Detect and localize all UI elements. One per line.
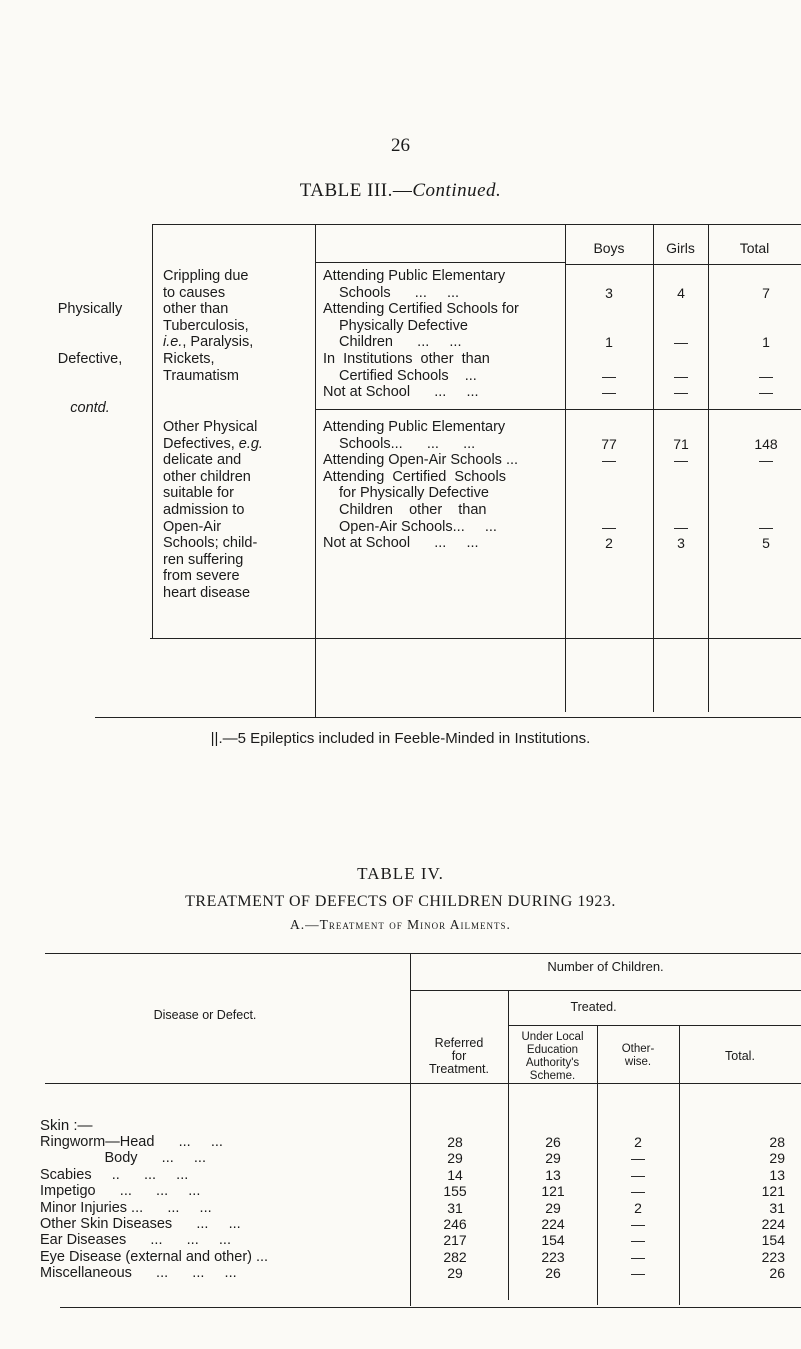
t3-g1-girls-cell: 4 <box>677 284 685 301</box>
t3-category-line: Physically <box>57 301 123 317</box>
t3-group1-desc-line: to causes <box>163 284 226 301</box>
table3-title <box>0 180 801 202</box>
t3-rule-bottom <box>150 638 801 639</box>
t3-rule-mid <box>315 409 801 410</box>
t3-g2-label-line: Children other than <box>339 501 487 518</box>
t3-g2-girls-cell: 71 <box>673 435 689 452</box>
t3-rule-header2 <box>565 264 801 265</box>
t4-total-cell: 29 <box>769 1150 785 1167</box>
t3-group2-desc-line: suitable for <box>163 485 234 502</box>
t3-g1-girls-cell: — <box>674 367 688 384</box>
t3-g1-label-line: In Institutions other than <box>323 350 490 367</box>
t3-g2-boys-cell: 2 <box>605 535 613 552</box>
t3-group2-labels <box>323 419 518 552</box>
t3-g2-label-line: Not at School ... ... <box>323 535 479 552</box>
t4-otherwise-cell: 2 <box>634 1134 642 1150</box>
t3-category-line: contd. <box>70 400 110 416</box>
t3-group2-desc-line: Other Physical <box>163 419 258 435</box>
t4-header-line: Authority's <box>525 1057 580 1069</box>
t3-g2-label-line: Attending Public Elementary <box>323 419 506 435</box>
t4-referred-cell: 29 <box>447 1265 463 1282</box>
t4-row-label: Scabies .. ... ... <box>40 1166 189 1183</box>
t3-g2-total-cell: — <box>759 452 773 469</box>
t4-rule-top <box>45 953 801 954</box>
t3-header-boys: Boys <box>593 240 625 256</box>
t4-rule-number <box>410 990 801 991</box>
t3-g1-label-line: Not at School ... ... <box>323 384 479 401</box>
t3-group2-desc-line: Open-Air <box>163 518 222 535</box>
t3-group2-desc <box>163 419 263 602</box>
t3-g2-label-line: Schools... ... ... <box>339 435 476 452</box>
t3-group1-desc-line-italic: i.e. <box>163 334 183 351</box>
t4-under-local-cell: 29 <box>545 1199 561 1216</box>
t3-col-rule-3 <box>565 224 566 712</box>
t3-g1-label-line: Children ... ... <box>339 334 462 351</box>
t4-header-line: Treatment. <box>429 1062 489 1076</box>
t3-g2-girls-cell: — <box>674 452 688 469</box>
t4-row-label: Ringworm—Head ... ... <box>40 1134 223 1150</box>
t3-g1-girls-cell: — <box>674 334 688 351</box>
t3-g2-girls-cell: — <box>674 518 688 535</box>
t3-g2-label-line: Open-Air Schools... ... <box>339 518 497 535</box>
t4-total-cell: 26 <box>769 1265 785 1282</box>
t4-otherwise-cell: — <box>631 1166 645 1183</box>
table3-title-continued: Continued. <box>412 180 502 201</box>
t3-g1-boys-cell: 3 <box>605 284 613 301</box>
t3-group2-desc-line: Schools; child- <box>163 535 258 552</box>
table4-section: A.—Treatment of Minor Ailments. <box>290 917 511 932</box>
t4-group-label: Skin :— <box>40 1117 93 1134</box>
t4-otherwise-cell: — <box>631 1183 645 1200</box>
t3-col-rule-2 <box>315 224 316 718</box>
t4-row-label: Miscellaneous ... ... ... <box>40 1265 237 1282</box>
t3-g2-label-line: Attending Certified Schools <box>323 468 506 485</box>
t4-header-line: for <box>451 1049 467 1063</box>
t3-group2-desc-line: from severe <box>163 568 240 585</box>
t3-g1-total-cell: 1 <box>762 334 770 351</box>
t4-under-local-cell: 13 <box>545 1166 561 1183</box>
t4-row-label: Minor Injuries ... ... ... <box>40 1199 212 1216</box>
t3-category <box>45 268 135 450</box>
table4-subtitle: TREATMENT OF DEFECTS OF CHILDREN DURING 1923. <box>185 893 616 910</box>
t4-referred-cell: 31 <box>447 1199 463 1216</box>
t4-under-local-cell: 26 <box>545 1265 561 1282</box>
t3-group2-desc-line: other children <box>163 468 251 485</box>
t3-g1-total-cell: 7 <box>762 284 770 301</box>
t4-under-local-cell: 154 <box>541 1232 565 1249</box>
t4-total-cell: 223 <box>761 1248 785 1265</box>
t4-under-local-cell: 121 <box>541 1183 565 1200</box>
t4-total-cell: 31 <box>769 1199 785 1216</box>
t4-otherwise-cell: — <box>631 1150 645 1167</box>
t3-g2-total-cell: 148 <box>754 435 778 452</box>
t3-g2-total-cell: 5 <box>762 535 770 552</box>
t3-category-line: Defective, <box>57 350 123 367</box>
t4-otherwise-cell: — <box>631 1248 645 1265</box>
t3-g1-label-line: Attending Certified Schools for <box>323 301 519 318</box>
t3-rule-top <box>152 224 801 225</box>
t4-under-local-cell: 224 <box>541 1216 565 1232</box>
t4-header-treated: Treated. <box>570 1000 617 1014</box>
t3-g1-girls-cell: — <box>674 384 688 401</box>
t4-row-label: Ear Diseases ... ... ... <box>40 1232 231 1249</box>
t4-referred-cell: 217 <box>443 1232 467 1249</box>
t3-g1-label-line: Physically Defective <box>339 317 468 334</box>
t4-otherwise-cell: — <box>631 1265 645 1282</box>
t3-g1-label-line: Certified Schools ... <box>339 367 477 384</box>
t4-header-line: Referred <box>434 1036 484 1050</box>
t4-header-under-local <box>508 1031 597 1083</box>
t4-header-line: wise. <box>624 1056 652 1068</box>
t3-group2-desc-line: heart disease <box>163 584 251 601</box>
t4-total-cell: 13 <box>769 1166 785 1183</box>
t3-g1-boys-cell: — <box>602 384 616 401</box>
t3-g1-boys-cell: — <box>602 367 616 384</box>
t4-total-cell: 224 <box>761 1216 785 1232</box>
t4-total-cell: 28 <box>769 1134 785 1150</box>
t4-header-total: Total. <box>725 1049 755 1063</box>
t3-group1-desc-line: Traumatism <box>163 367 239 384</box>
table3-footnote: ||.—5 Epileptics included in Feeble-Minded in Institutions. <box>210 730 591 747</box>
t4-header-disease: Disease or Defect. <box>153 1008 257 1022</box>
t4-referred-cell: 28 <box>447 1134 463 1150</box>
t4-header-otherwise <box>597 1043 679 1069</box>
t4-header-number: Number of Children. <box>547 959 664 974</box>
t4-header-line: Under Local <box>521 1031 584 1043</box>
t3-group1-desc-line: Rickets, <box>163 350 215 367</box>
t3-g2-boys-cell: 77 <box>601 435 617 452</box>
t3-group1-desc <box>163 268 253 384</box>
t3-group2-desc-line: delicate and <box>163 452 242 469</box>
t4-total-cell: 154 <box>761 1232 785 1249</box>
t4-otherwise-cell: — <box>631 1216 645 1232</box>
t3-g2-boys-cell: — <box>602 452 616 469</box>
t4-otherwise-cell: 2 <box>634 1199 642 1216</box>
t3-rule-header <box>315 262 565 263</box>
t3-col-rule-5 <box>708 224 709 712</box>
t3-rule-end <box>95 717 801 718</box>
t4-row-label: Impetigo ... ... ... <box>40 1183 201 1200</box>
t3-group2-desc-line: Defectives, e.g. <box>163 435 263 452</box>
t3-g1-boys-cell: 1 <box>605 334 613 351</box>
t4-row-label: Body ... ... <box>40 1150 206 1167</box>
table4-title: TABLE IV. <box>357 864 444 883</box>
t3-g1-total-cell: — <box>759 384 773 401</box>
t3-g2-boys-cell: — <box>602 518 616 535</box>
t4-row-label: Other Skin Diseases ... ... <box>40 1216 241 1232</box>
t4-header-line: Other- <box>621 1043 655 1055</box>
t3-group1-desc-line: other than <box>163 301 229 318</box>
t4-total-cell: 121 <box>761 1183 785 1200</box>
t4-rule-bottom <box>60 1307 801 1308</box>
t4-referred-cell: 282 <box>443 1248 467 1265</box>
t3-g2-total-cell: — <box>759 518 773 535</box>
t3-g1-label-line: Attending Public Elementary <box>323 268 506 284</box>
t3-group1-desc-line: Tuberculosis, <box>163 317 249 334</box>
t4-row-label: Eye Disease (external and other) ... <box>40 1248 269 1265</box>
t4-rule-treated <box>508 1025 801 1026</box>
t3-g2-girls-cell: 3 <box>677 535 685 552</box>
t3-g2-label-line: for Physically Defective <box>339 485 489 502</box>
t3-group2-desc-line: admission to <box>163 501 245 518</box>
t3-col-rule-4 <box>653 224 654 712</box>
t4-under-local-cell: 26 <box>545 1134 561 1150</box>
t4-referred-cell: 29 <box>447 1150 463 1167</box>
t4-header-line: Education <box>526 1044 579 1056</box>
table3-title-text: TABLE III.— <box>299 180 413 201</box>
t3-group1-desc-line: i.e., Paralysis, <box>163 334 254 351</box>
t3-g1-label-line: Schools ... ... <box>339 284 460 301</box>
t4-col-rule-1 <box>410 953 411 1306</box>
page-number: 26 <box>391 135 410 156</box>
t4-referred-cell: 246 <box>443 1216 467 1232</box>
t3-group1-labels <box>323 268 519 401</box>
t3-g1-total-cell: — <box>759 367 773 384</box>
t4-under-local-cell: 29 <box>545 1150 561 1167</box>
t3-group2-desc-line: ren suffering <box>163 551 244 568</box>
t3-header-total: Total <box>739 240 770 256</box>
t4-referred-cell: 155 <box>443 1183 467 1200</box>
t4-header-referred <box>410 1037 508 1076</box>
t4-referred-cell: 14 <box>447 1166 463 1183</box>
t3-group2-desc-line-italic: e.g. <box>238 435 263 452</box>
t4-col-rule-4 <box>679 1025 680 1305</box>
t4-otherwise-cell: — <box>631 1232 645 1249</box>
t4-under-local-cell: 223 <box>541 1248 565 1265</box>
t3-g2-label-line: Attending Open-Air Schools ... <box>323 452 519 469</box>
t4-header-line: Scheme. <box>529 1070 576 1082</box>
t4-rule-header <box>45 1083 801 1084</box>
t3-col-rule-1 <box>152 224 153 638</box>
t3-group1-desc-line: Crippling due <box>163 268 249 284</box>
t3-header-girls: Girls <box>666 240 695 256</box>
